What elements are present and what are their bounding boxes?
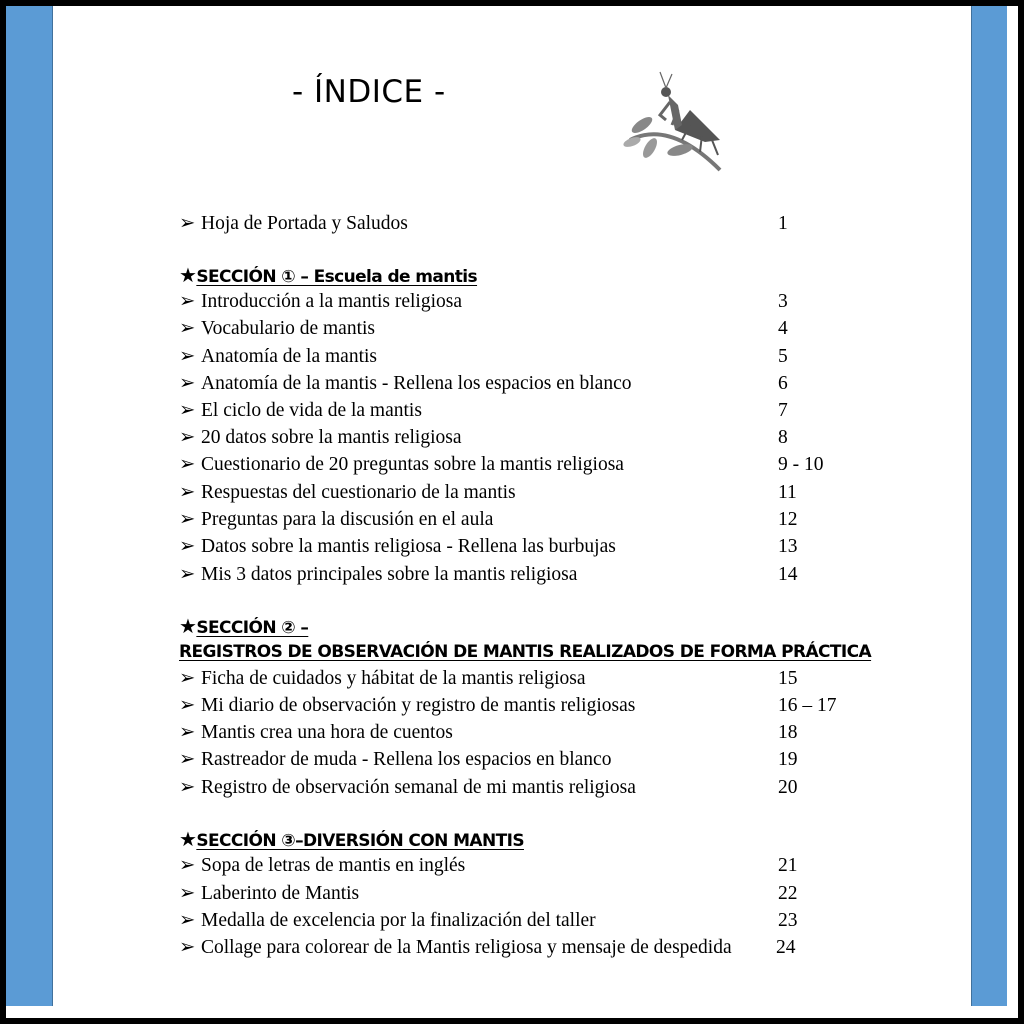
- toc-entry-label: 20 datos sobre la mantis religiosa: [201, 427, 462, 448]
- toc-page-number: 12: [778, 509, 798, 530]
- toc-entry[interactable]: [179, 452, 979, 478]
- arrow-bullet-icon: ➢: [179, 291, 196, 312]
- toc-entry-label: Respuestas del cuestionario de la mantis: [201, 482, 516, 503]
- toc-entry[interactable]: [179, 480, 979, 506]
- star-icon: ★: [179, 827, 197, 851]
- toc-entry-label: El ciclo de vida de la mantis: [201, 400, 422, 421]
- left-blue-margin-bar: [6, 6, 53, 1006]
- toc-entry-label: Ficha de cuidados y hábitat de la mantis religiosa: [201, 668, 586, 689]
- toc-page-number: 16 – 17: [778, 695, 837, 716]
- arrow-bullet-icon: ➢: [179, 910, 196, 931]
- toc-entry-label: Mi diario de observación y registro de mantis religiosas: [201, 695, 636, 716]
- arrow-bullet-icon: ➢: [179, 536, 196, 557]
- arrow-bullet-icon: ➢: [179, 749, 196, 770]
- arrow-bullet-icon: ➢: [179, 855, 196, 876]
- toc-page-number: 22: [778, 883, 798, 904]
- toc-entry[interactable]: [179, 853, 979, 879]
- toc-entry[interactable]: [179, 211, 979, 237]
- section-2-subheading: REGISTROS DE OBSERVACIÓN DE MANTIS REALIZADOS DE FORMA PRÁCTICA: [179, 642, 872, 662]
- toc-entry[interactable]: [179, 775, 979, 801]
- toc-page-number: 3: [778, 291, 788, 312]
- toc-entry-label: Datos sobre la mantis religiosa - Rellena las burbujas: [201, 536, 616, 557]
- arrow-bullet-icon: ➢: [179, 937, 196, 958]
- arrow-bullet-icon: ➢: [179, 509, 196, 530]
- toc-entry-label: Collage para colorear de la Mantis religiosa y mensaje de despedida: [201, 937, 732, 958]
- arrow-bullet-icon: ➢: [179, 564, 196, 585]
- toc-entry[interactable]: [179, 289, 979, 315]
- arrow-bullet-icon: ➢: [179, 482, 196, 503]
- toc-entry-label: Laberinto de Mantis: [201, 883, 360, 904]
- toc-page-number: 15: [778, 668, 798, 689]
- section-2-heading: ★SECCIÓN ② –: [179, 614, 309, 638]
- toc-page-number: 20: [778, 777, 798, 798]
- arrow-bullet-icon: ➢: [179, 668, 196, 689]
- toc-entry-label: Cuestionario de 20 preguntas sobre la mantis religiosa: [201, 454, 624, 475]
- toc-page-number: 8: [778, 427, 788, 448]
- toc-entry[interactable]: [179, 344, 979, 370]
- toc-page-number: 21: [778, 855, 798, 876]
- toc-page-number: 11: [778, 482, 797, 503]
- toc-page-number: 7: [778, 400, 788, 421]
- arrow-bullet-icon: ➢: [179, 427, 196, 448]
- toc-page-number: 6: [778, 373, 788, 394]
- arrow-bullet-icon: ➢: [179, 400, 196, 421]
- toc-entry[interactable]: [179, 534, 979, 560]
- arrow-bullet-icon: ➢: [179, 454, 196, 475]
- arrow-bullet-icon: ➢: [179, 213, 196, 234]
- star-icon: ★: [179, 263, 197, 287]
- praying-mantis-icon: [620, 70, 730, 175]
- toc-entry[interactable]: [179, 881, 979, 907]
- toc-entry[interactable]: [179, 935, 979, 961]
- arrow-bullet-icon: ➢: [179, 318, 196, 339]
- toc-entry[interactable]: [179, 747, 979, 773]
- toc-entry[interactable]: [179, 666, 979, 692]
- toc-entry[interactable]: [179, 720, 979, 746]
- toc-entry-label: Rastreador de muda - Rellena los espacios en blanco: [201, 749, 612, 770]
- toc-page-number: 24: [776, 937, 796, 958]
- toc-entry-label: Vocabulario de mantis: [201, 318, 376, 339]
- arrow-bullet-icon: ➢: [179, 373, 196, 394]
- arrow-bullet-icon: ➢: [179, 722, 196, 743]
- toc-page-number: 1: [778, 213, 788, 234]
- section-1-heading: ★SECCIÓN ① – Escuela de mantis: [179, 263, 478, 287]
- toc-entry[interactable]: [179, 371, 979, 397]
- star-icon: ★: [179, 614, 197, 638]
- toc-entry-label: Introducción a la mantis religiosa: [201, 291, 463, 312]
- toc-entry[interactable]: [179, 693, 979, 719]
- arrow-bullet-icon: ➢: [179, 695, 196, 716]
- toc-entry[interactable]: [179, 507, 979, 533]
- toc-entry-label: Mantis crea una hora de cuentos: [201, 722, 453, 743]
- toc-entry-label: Anatomía de la mantis: [201, 346, 377, 367]
- toc-page-number: 18: [778, 722, 798, 743]
- toc-entry-label: Sopa de letras de mantis en inglés: [201, 855, 466, 876]
- toc-entry[interactable]: [179, 562, 979, 588]
- toc-page-number: 19: [778, 749, 798, 770]
- toc-entry[interactable]: [179, 425, 979, 451]
- toc-entry-label: Hoja de Portada y Saludos: [201, 213, 408, 234]
- toc-entry-label: Registro de observación semanal de mi mantis religiosa: [201, 777, 636, 798]
- toc-entry-label: Mis 3 datos principales sobre la mantis religiosa: [201, 564, 578, 585]
- arrow-bullet-icon: ➢: [179, 883, 196, 904]
- toc-page-number: 4: [778, 318, 788, 339]
- arrow-bullet-icon: ➢: [179, 346, 196, 367]
- page-title: - ÍNDICE -: [292, 74, 446, 110]
- toc-entry[interactable]: [179, 398, 979, 424]
- toc-page-number: 9 - 10: [778, 454, 824, 475]
- toc-entry-label: Medalla de excelencia por la finalización del taller: [201, 910, 596, 931]
- section-3-heading: ★SECCIÓN ③–DIVERSIÓN CON MANTIS: [179, 827, 524, 851]
- toc-page-number: 13: [778, 536, 798, 557]
- toc-entry-label: Preguntas para la discusión en el aula: [201, 509, 494, 530]
- toc-entry[interactable]: [179, 908, 979, 934]
- toc-entry[interactable]: [179, 316, 979, 342]
- toc-page-number: 14: [778, 564, 798, 585]
- toc-page-number: 5: [778, 346, 788, 367]
- arrow-bullet-icon: ➢: [179, 777, 196, 798]
- toc-page-number: 23: [778, 910, 798, 931]
- toc-entry-label: Anatomía de la mantis - Rellena los espacios en blanco: [201, 373, 632, 394]
